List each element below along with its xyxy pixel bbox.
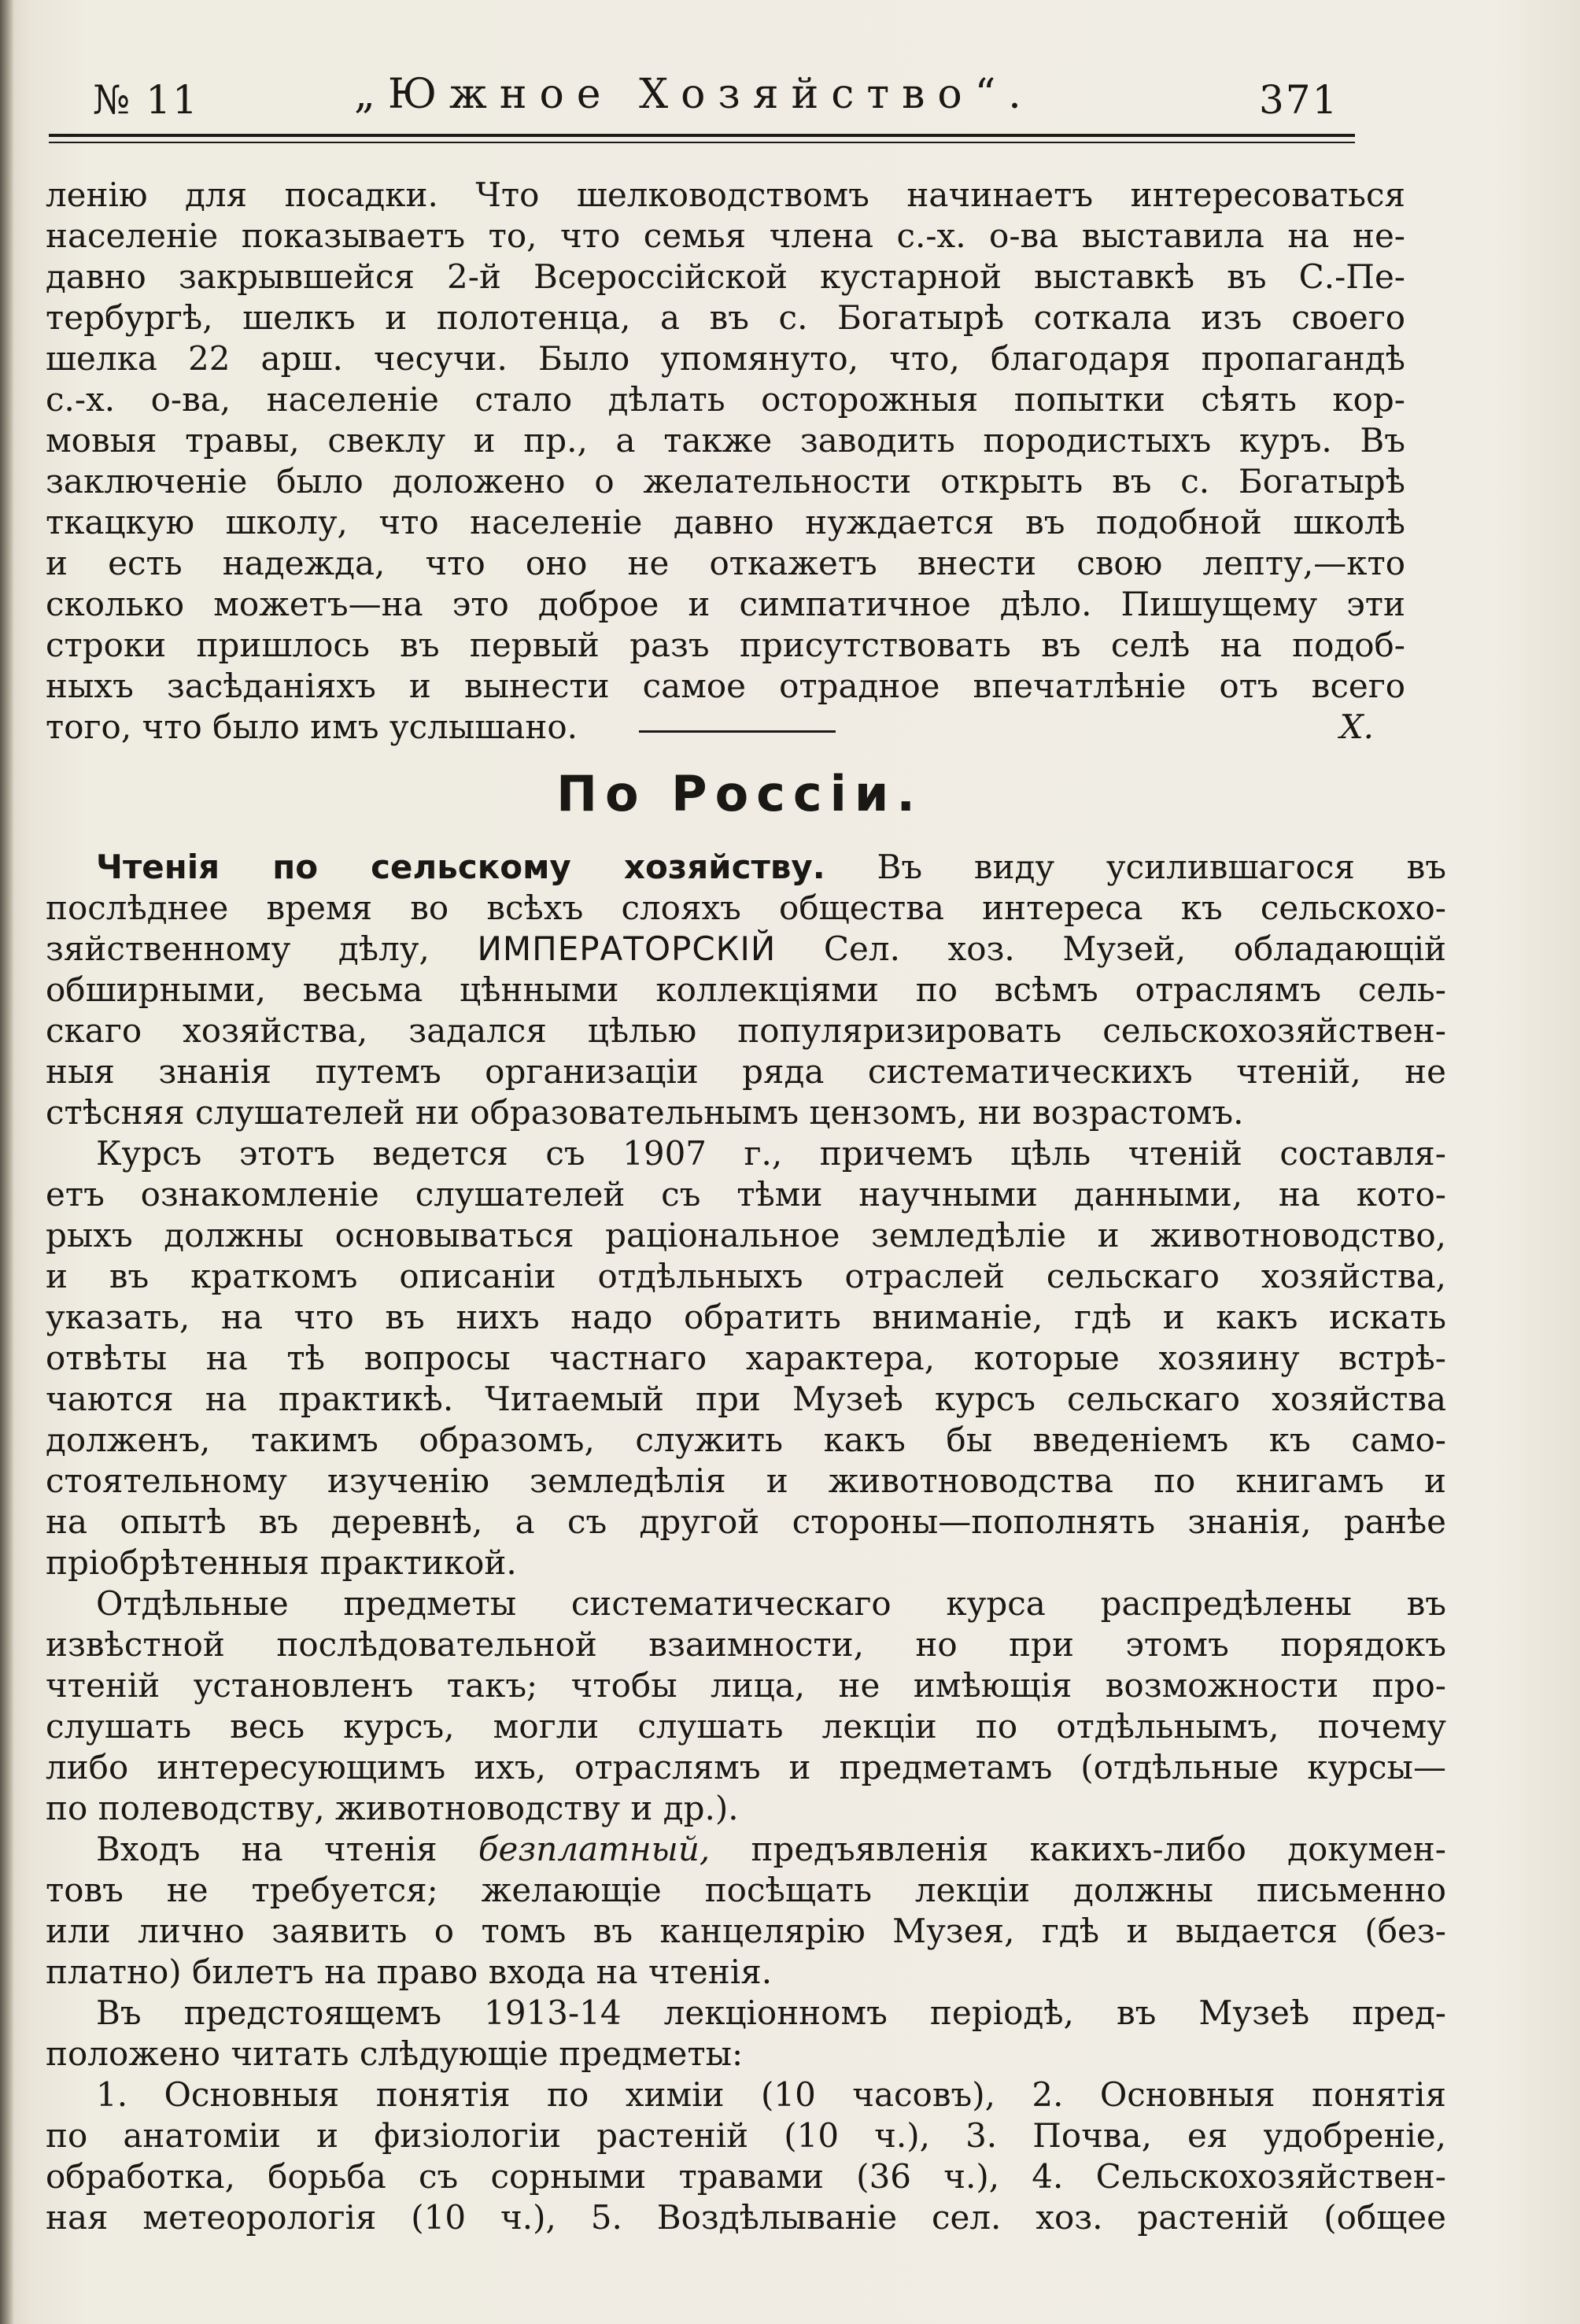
text-line: сколько можетъ—на это доброе и симпатичное дѣло. Пишущему эти <box>46 585 1405 623</box>
text-line: на опытѣ въ деревнѣ, а съ другой стороны—пополнять знанія, ранѣе <box>46 1502 1446 1541</box>
page-number: 371 <box>1259 77 1339 123</box>
text-run: предъявленія какихъ-либо докумен- <box>751 1830 1446 1868</box>
text-line: отвѣты на тѣ вопросы частнаго характера, которые хозяину встрѣ- <box>46 1339 1446 1377</box>
text-line: тербургѣ, шелкъ и полотенца, а въ с. Богатырѣ соткала изъ своего <box>46 298 1405 337</box>
text-line <box>46 1829 1446 1870</box>
emperor-caps: ИМПЕРАТОРСКІЙ <box>477 929 777 968</box>
binding-shadow <box>0 0 14 2324</box>
text-line: стѣсняя слушателей ни образовательнымъ цензомъ, ни возрастомъ. <box>46 1093 1244 1132</box>
issue-number: № 11 <box>93 77 199 123</box>
author-signature: Х. <box>1339 708 1374 746</box>
text-line <box>46 929 1446 970</box>
text-line: скаго хозяйства, задался цѣлью популяризировать сельскохозяйствен- <box>46 1011 1446 1050</box>
text-line: либо интересующимъ ихъ, отраслямъ и предметамъ (отдѣльные курсы— <box>46 1748 1446 1786</box>
text-line <box>46 847 1446 888</box>
text-line: ленію для посадки. Что шелководствомъ начинаетъ интересоваться <box>46 176 1405 214</box>
text-line: указать, на что въ нихъ надо обратить вниманіе, гдѣ и какъ искать <box>46 1298 1446 1336</box>
text-line: и въ краткомъ описаніи отдѣльныхъ отраслей сельскаго хозяйства, <box>46 1257 1446 1295</box>
text-run: зяйственному дѣлу, <box>46 929 430 968</box>
text-line: послѣднее время во всѣхъ слояхъ общества интереса къ сельскохо- <box>46 889 1446 927</box>
text-line: 1. Основныя понятія по химіи (10 часовъ), 2. Основныя понятія <box>96 2075 1446 2114</box>
text-line: рыхъ должны основываться раціональное земледѣліе и животноводство, <box>46 1216 1446 1254</box>
text-line: ткацкую школу, что населеніе давно нуждается въ подобной школѣ <box>46 503 1405 541</box>
text-line: положено читать слѣдующіе предметы: <box>46 2034 744 2073</box>
text-line: и есть надежда, что оно не откажетъ внести свою лепту,—кто <box>46 544 1405 582</box>
text-line: слушать весь курсъ, могли слушать лекціи по отдѣльнымъ, почему <box>46 1707 1446 1746</box>
intro-paragraph <box>46 175 1405 748</box>
text-line: населеніе показываетъ то, что семья члена с.-х. о-ва выставила на не- <box>46 216 1405 255</box>
text-line: мовыя травы, свеклу и пр., а также заводить породистыхъ куръ. Въ <box>46 421 1405 460</box>
text-line: чаются на практикѣ. Читаемый при Музеѣ курсъ сельскаго хозяйства <box>46 1380 1446 1418</box>
header-rule-thick <box>49 134 1355 137</box>
text-line: етъ ознакомленіе слушателей съ тѣми научными данными, на кото- <box>46 1175 1446 1214</box>
section-divider <box>639 730 836 733</box>
text-line: Отдѣльные предметы систематическаго курса распредѣлены въ <box>96 1584 1446 1623</box>
text-line: чтеній установленъ такъ; чтобы лица, не имѣющія возможности про- <box>46 1666 1446 1705</box>
text-line: с.-х. о-ва, населеніе стало дѣлать осторожныя попытки сѣять кор- <box>46 380 1405 419</box>
header-rule-thin <box>49 142 1355 143</box>
text-line: шелка 22 арш. чесучи. Было упомянуто, что, благодаря пропагандѣ <box>46 339 1405 378</box>
text-line: давно закрывшейся 2-й Всероссійской кустарной выставкѣ въ С.-Пе- <box>46 257 1405 296</box>
text-line: Въ предстоящемъ 1913-14 лекціонномъ періодѣ, въ Музеѣ пред- <box>96 1993 1446 2032</box>
italic-free: безплатный, <box>478 1830 711 1868</box>
text-line: Курсъ этотъ ведется съ 1907 г., причемъ цѣль чтеній составля- <box>96 1134 1446 1173</box>
text-line: долженъ, такимъ образомъ, служить какъ бы введеніемъ къ само- <box>46 1421 1446 1459</box>
text-line: извѣстной послѣдовательной взаимности, но при этомъ порядокъ <box>46 1625 1446 1664</box>
text-line: строки пришлось въ первый разъ присутствовать въ селѣ на подоб- <box>46 626 1405 664</box>
section-title: По Россіи. <box>556 765 923 822</box>
text-line: обширными, весьма цѣнными коллекціями по всѣмъ отраслямъ сель- <box>46 970 1446 1009</box>
journal-title: „Южное Хозяйство“. <box>354 71 1034 118</box>
text-line: по полеводству, животноводству и др.). <box>46 1789 739 1827</box>
running-header <box>47 66 1353 137</box>
text-line: или лично заявить о томъ въ канцелярію Музея, гдѣ и выдается (без- <box>46 1912 1446 1950</box>
text-run: Сел. хоз. Музей, обладающій <box>823 929 1446 968</box>
text-line: товъ не требуется; желающіе посѣщать лекціи должны письменно <box>46 1871 1446 1909</box>
article-body <box>46 847 1446 2238</box>
text-line: обработка, борьба съ сорными травами (36 ч.), 4. Сельскохозяйствен- <box>46 2157 1446 2196</box>
text-line: платно) билетъ на право входа на чтенія. <box>46 1953 773 1991</box>
text-line: ная метеорологія (10 ч.), 5. Воздѣлываніе сел. хоз. растеній (общее <box>46 2198 1446 2237</box>
text-run: Входъ на чтенія <box>96 1830 437 1868</box>
text-line: стоятельному изученію земледѣлія и животноводства по книгамъ и <box>46 1461 1446 1500</box>
text-line: по анатоміи и физіологіи растеній (10 ч.), 3. Почва, ея удобреніе, <box>46 2116 1446 2155</box>
text-run: Въ виду усилившагося въ <box>877 848 1446 886</box>
text-line: ныя знанія путемъ организаціи ряда систематическихъ чтеній, не <box>46 1052 1446 1091</box>
intro-last-line: того, что было имъ услышано. <box>46 708 578 746</box>
article-heading: Чтенія по сельскому хозяйству. <box>96 848 825 886</box>
text-line: ныхъ засѣданіяхъ и вынести самое отрадное впечатлѣніе отъ всего <box>46 667 1405 705</box>
text-line: пріобрѣтенныя практикой. <box>46 1543 517 1582</box>
text-line-last <box>46 707 1405 748</box>
text-line: заключеніе было доложено о желательности открыть въ с. Богатырѣ <box>46 462 1405 501</box>
